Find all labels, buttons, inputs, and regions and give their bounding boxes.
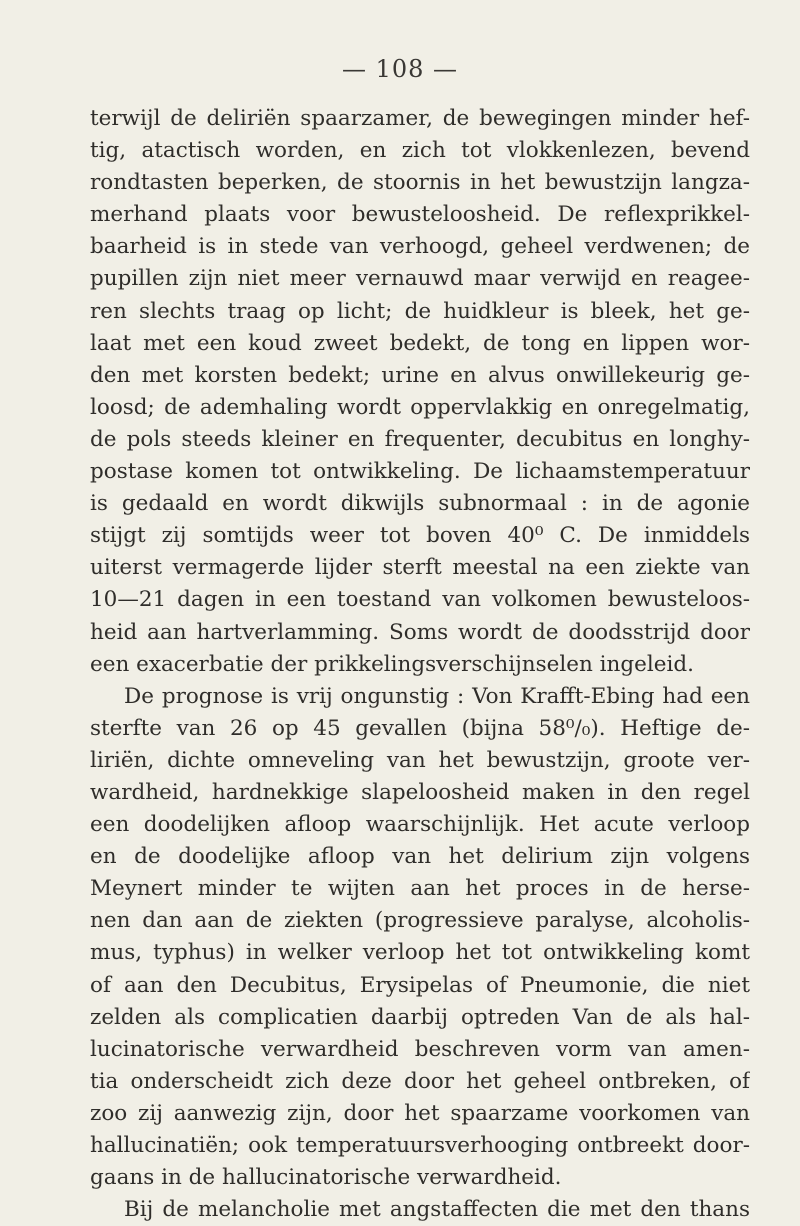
text-line: een exacerbatie der prikkelingsverschijnselen ingeleid.	[90, 651, 694, 677]
text-line: of aan den Decubitus, Erysipelas of Pneumonie, die niet	[90, 972, 750, 998]
text-line: pupillen zijn niet meer vernauwd maar verwijd en reagee-	[90, 266, 750, 292]
text-line: is gedaald en wordt dikwijls subnormaal : in de agonie	[90, 491, 750, 517]
text-line: terwijl de deliriën spaarzamer, de bewegingen minder hef-	[90, 106, 750, 131]
text-line: den met korsten bedekt; urine en alvus onwillekeurig ge-	[90, 362, 750, 388]
text-line: mus, typhus) in welker verloop het tot ontwikkeling komt	[90, 940, 750, 966]
text-line: zoo zij aanwezig zijn, door het spaarzame voorkomen van	[90, 1100, 750, 1126]
text-line: een doodelijken afloop waarschijnlijk. Het acute verloop	[90, 812, 750, 838]
text-line: lucinatorische verwardheid beschreven vorm van amen-	[90, 1036, 750, 1062]
text-line: en de doodelijke afloop van het delirium zijn volgens	[90, 844, 750, 870]
text-line: merhand plaats voor bewusteloosheid. De reflexprikkel-	[90, 202, 750, 228]
text-line: gaans in de hallucinatorische verwardheid.	[90, 1165, 562, 1191]
text-line: 10—21 dagen in een toestand van volkomen bewusteloos-	[90, 587, 750, 613]
text-line: liriën, dichte omneveling van het bewustzijn, groote ver-	[90, 747, 750, 773]
text-line: laat met een koud zweet bedekt, de tong en lippen wor-	[90, 330, 750, 356]
text-line: uiterst vermagerde lijder sterft meestal na een ziekte van	[90, 555, 750, 581]
body-text	[90, 103, 750, 1226]
text-line: Meynert minder te wijten aan het proces in de herse-	[90, 876, 750, 902]
text-line: wardheid, hardnekkige slapeloosheid maken in den regel	[90, 779, 750, 805]
text-line: de pols steeds kleiner en frequenter, decubitus en longhy-	[90, 426, 750, 452]
text-line: tia onderscheidt zich deze door het geheel ontbreken, of	[90, 1068, 750, 1094]
text-line: postase komen tot ontwikkeling. De lichaamstemperatuur	[90, 459, 750, 485]
text-line: nen dan aan de ziekten (progressieve paralyse, alcoholis-	[90, 908, 750, 934]
text-line: hallucinatiën; ook temperatuursverhooging ontbreekt door-	[90, 1133, 750, 1158]
text-line: zelden als complicatien daarbij optreden Van de als hal-	[90, 1004, 750, 1030]
text-line: tig, atactisch worden, en zich tot vlokkenlezen, bevend	[90, 138, 750, 164]
paragraph-start-line: Bij de melancholie met angstaffecten die met den thans	[124, 1197, 750, 1223]
page-number: — 108 —	[341, 55, 459, 83]
text-line: loosd; de ademhaling wordt oppervlakkig en onregelmatig,	[90, 394, 750, 420]
text-line: baarheid is in stede van verhoogd, geheel verdwenen; de	[90, 234, 750, 260]
text-line: heid aan hartverlamming. Soms wordt de doodsstrijd door	[90, 619, 750, 645]
text-line: ren slechts traag op licht; de huidkleur is bleek, het ge-	[90, 298, 750, 324]
text-line: rondtasten beperken, de stoornis in het bewustzijn langza-	[90, 170, 750, 196]
text-line: stijgt zij somtijds weer tot boven 40⁰ C. De inmiddels	[90, 523, 750, 549]
paragraph-start-line: De prognose is vrij ongunstig : Von Krafft-Ebing had een	[124, 683, 750, 709]
text-line: sterfte van 26 op 45 gevallen (bijna 58⁰/₀). Heftige de-	[90, 715, 750, 741]
